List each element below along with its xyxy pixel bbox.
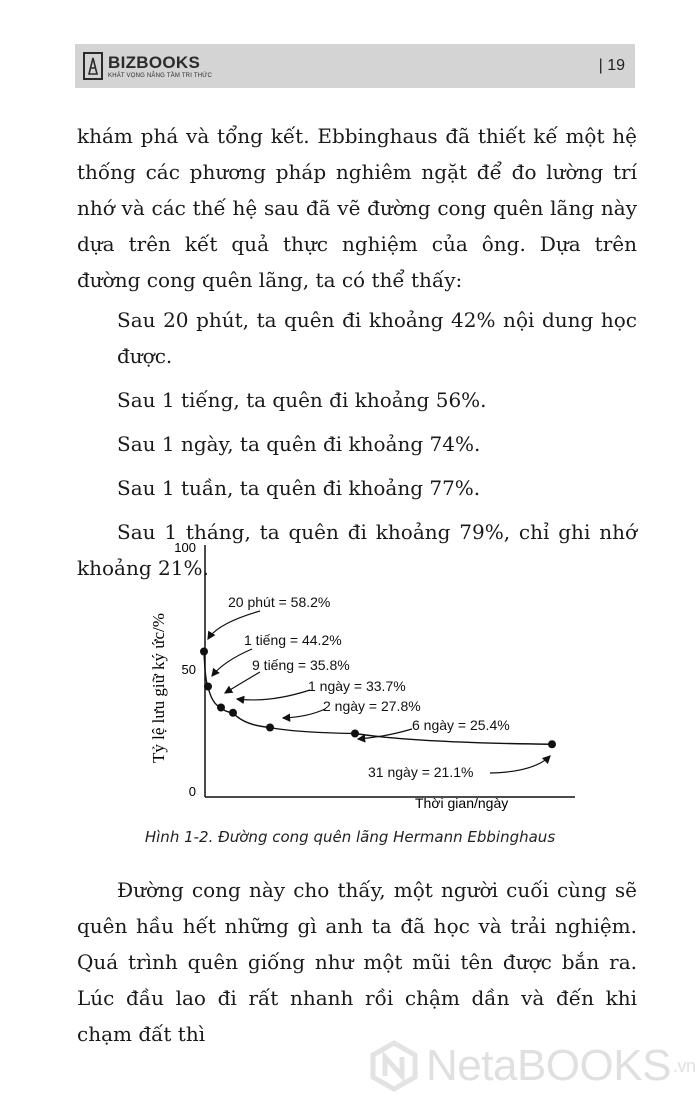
data-point bbox=[217, 704, 225, 712]
intro-paragraph: khám phá và tổng kết. Ebbinghaus đã thiết kế một hệ thống các phương pháp nghiêm ngặt để đo lường trí nhớ và các thế hệ sau đã vẽ đường cong quên lãng này dựa trên kết quả thực nghiệm của ông. Dựa trên đường cong quên lãng, ta có thể thấy: bbox=[77, 124, 637, 292]
publisher-logo bbox=[83, 52, 212, 80]
forgetting-item-4: Sau 1 tuần, ta quên đi khoảng 77%. bbox=[117, 476, 481, 500]
forgetting-item-2: Sau 1 tiếng, ta quên đi khoảng 56%. bbox=[117, 388, 487, 412]
annotation-arrow bbox=[283, 709, 325, 718]
data-point bbox=[204, 683, 212, 691]
body-text-bottom bbox=[77, 872, 637, 1052]
netabooks-logo-icon bbox=[368, 1040, 420, 1092]
x-axis-label: Thời gian/ngày bbox=[415, 795, 509, 811]
y-axis-label: Tỷ lệ lưu giữ ký ức/% bbox=[149, 613, 168, 763]
data-label: 1 tiếng = 44.2% bbox=[244, 632, 342, 648]
data-label: 31 ngày = 21.1% bbox=[368, 764, 474, 780]
data-label: 9 tiếng = 35.8% bbox=[252, 657, 350, 673]
data-point bbox=[548, 740, 556, 748]
forgetting-item-3: Sau 1 ngày, ta quên đi khoảng 74%. bbox=[117, 432, 481, 456]
forgetting-curve-chart bbox=[140, 535, 580, 815]
y-tick-100: 100 bbox=[174, 540, 196, 555]
data-label: 6 ngày = 25.4% bbox=[412, 717, 510, 733]
annotation-arrow bbox=[225, 672, 260, 693]
data-point bbox=[266, 724, 274, 732]
page-header bbox=[75, 44, 635, 88]
data-label: 2 ngày = 27.8% bbox=[323, 698, 421, 714]
data-point bbox=[351, 730, 359, 738]
netabooks-watermark bbox=[368, 1040, 695, 1092]
data-point bbox=[200, 648, 208, 656]
forgetting-item-1: Sau 20 phút, ta quên đi khoảng 42% nội dung học được. bbox=[117, 308, 637, 368]
body-text-top bbox=[77, 118, 637, 586]
forgetting-curve-figure bbox=[140, 535, 580, 819]
brand-tagline: KHÁT VỌNG NÂNG TẦM TRI THỨC bbox=[108, 72, 213, 79]
watermark-text: NetaBOOKS bbox=[426, 1041, 671, 1090]
annotation-arrow bbox=[212, 649, 252, 676]
data-label: 20 phút = 58.2% bbox=[228, 594, 331, 610]
annotation-arrow bbox=[237, 690, 310, 700]
bizbooks-logo-icon bbox=[83, 52, 103, 80]
data-point bbox=[229, 709, 237, 717]
closing-paragraph: Đường cong này cho thấy, một người cuối cùng sẽ quên hầu hết những gì anh ta đã học và trải nghiệm. Quá trình quên giống như một mũi tên được bắn ra. Lúc đầu lao đi rất nhanh rồi chậm dần và đến khi chạm đất thì bbox=[77, 878, 637, 1046]
page-number: | 19 bbox=[598, 57, 625, 74]
watermark-suffix: .vn bbox=[672, 1055, 696, 1076]
brand-name: BIZBOOKS bbox=[108, 52, 201, 72]
data-label: 1 ngày = 33.7% bbox=[308, 678, 406, 694]
y-tick-0: 0 bbox=[188, 784, 196, 799]
y-tick-50: 50 bbox=[181, 662, 196, 677]
forgetting-item-5: Sau 1 tháng, ta quên đi khoảng 79%, chỉ ghi nhớ khoảng 21%. bbox=[77, 520, 637, 580]
annotation-arrow bbox=[490, 756, 550, 773]
figure-caption: Hình 1-2. Đường cong quên lãng Hermann Ebbinghaus bbox=[144, 828, 556, 846]
